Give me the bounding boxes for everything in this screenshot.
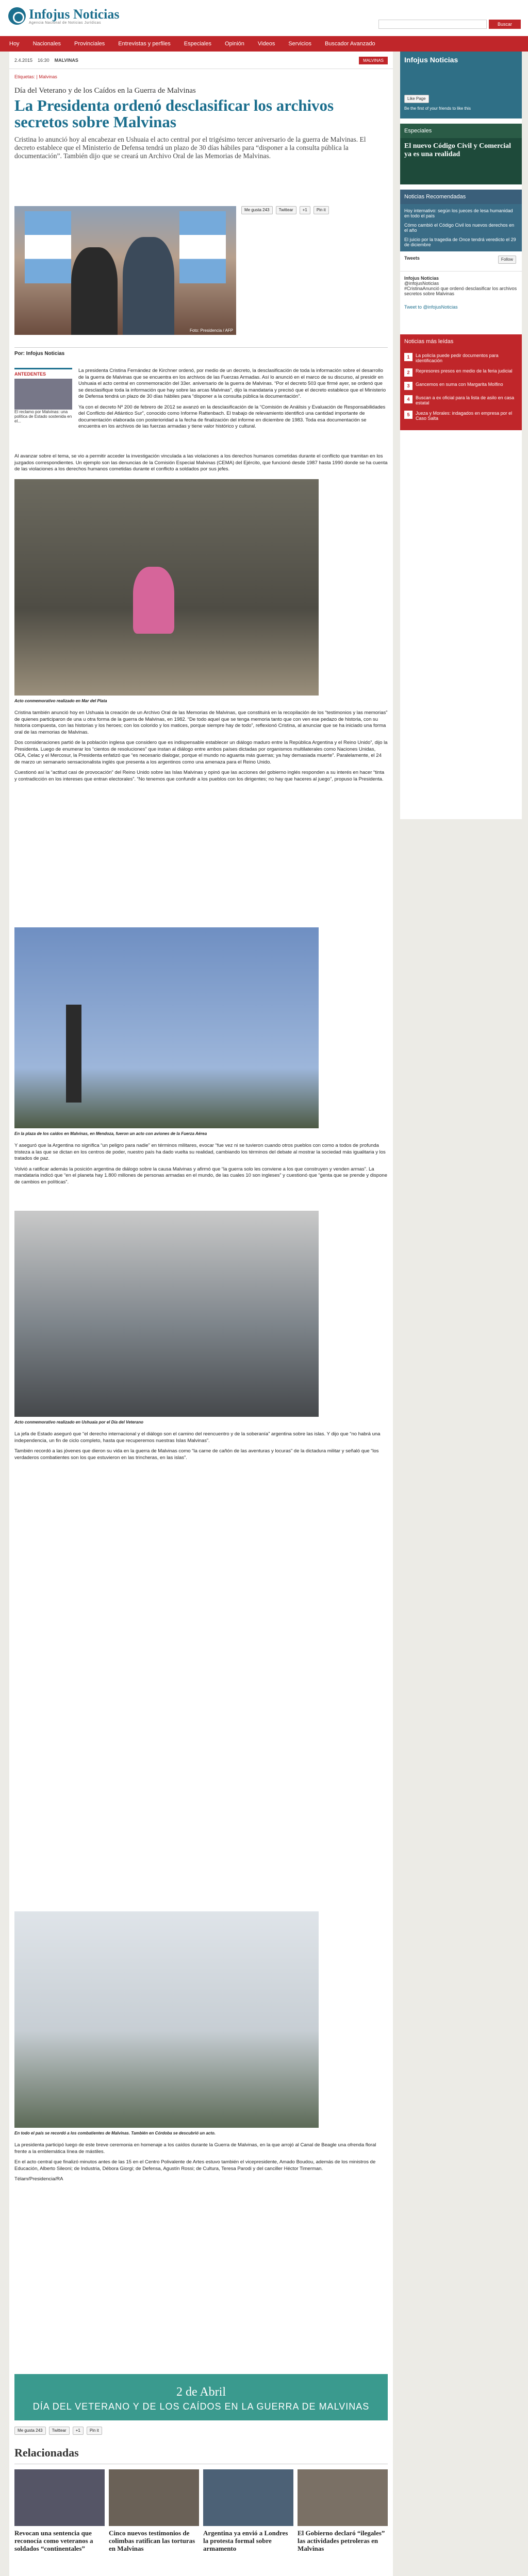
- caption: Acto conmemorativo realizado en Ushuaia por el Día del Veterano: [14, 1420, 143, 1425]
- fb-widget-title[interactable]: Infojus Noticias: [404, 56, 458, 64]
- photo-credit: Foto: Presidencia / AFP: [189, 328, 233, 333]
- photo-mendoza-planes: [14, 927, 319, 1128]
- recommended-item[interactable]: El juicio por la tragedia de Once tendrá veredicto el 29 de diciembre: [404, 237, 516, 247]
- search-button[interactable]: Buscar: [489, 20, 521, 29]
- related-title[interactable]: Argentina ya envió a Londres la protesta formal sobre armamento: [203, 2529, 288, 2552]
- nav-item-servicios[interactable]: Servicios: [288, 41, 311, 47]
- nav-item-opinion[interactable]: Opinión: [224, 41, 244, 47]
- person-figure: [71, 247, 118, 335]
- photo-mar-del-plata: [14, 479, 319, 696]
- rank-number: 3: [404, 382, 412, 390]
- most-read-item[interactable]: [404, 368, 518, 377]
- article-body-intro: [78, 368, 388, 434]
- caption: Acto conmemorativo realizado en Mar del Plata: [14, 699, 107, 703]
- article-body: [14, 710, 388, 787]
- photo-ushuaia: [14, 1211, 319, 1417]
- related-thumb: [14, 2469, 105, 2526]
- article-lead: Cristina lo anunció hoy al encabezar en Ushuaia el acto central por el trigésimo tercer aniversario de la guerra de Malvinas. El decreto establece que el Ministerio de Defensa tendrá un plazo de 30 días hábiles para “disponer a la consulta pública la documentación”. También dijo que se creará un Archivo Oral de las Memorias de Malvinas.: [14, 135, 366, 160]
- nav-item-hoy[interactable]: Hoy: [9, 41, 20, 47]
- fb-widget-subtext: Be the first of your friends to like this: [404, 106, 471, 111]
- twitter-follow-button[interactable]: Follow: [498, 256, 516, 264]
- related-thumb: [109, 2469, 199, 2526]
- article-kicker: Día del Veterano y de los Caídos en la Guerra de Malvinas: [14, 87, 196, 95]
- tweets-header: [400, 251, 522, 272]
- related-card[interactable]: [109, 2469, 199, 2552]
- nav-item-videos[interactable]: Videos: [257, 41, 275, 47]
- twitter-button[interactable]: Twittear: [276, 206, 296, 214]
- paragraph: Dos consideraciones partió de la población inglesa que considero que es indispensable establecer un diálogo maduro entre la República Argentina y el Reino Unido”, dijo la Presidenta. Luego de enumerar los “cientos de resoluciones” que instan al diálogo entre ambos países dictadas por organismos multilaterales como Naciones Unidas, OEA, Celac y el Mercosur, la Presidenta enfatizó que “es necesario dialogar, porque el mundo no aguanta más guerras; ya hay demasiada muerte”. Paralelamente, el 24 de marzo un semanario sensacionalista inglés que presenta a los argentinos como una amenaza para el Reino Unido.: [14, 740, 388, 765]
- tweet: [400, 272, 522, 300]
- tweet-user[interactable]: Infojus Noticias: [404, 276, 439, 281]
- most-read-item[interactable]: [404, 382, 518, 390]
- paragraph: Cuestionó así la “actitud casi de provocación” del Reino Unido sobre las Islas Malvinas y opinó que las acciones del gobierno inglés responden a su interés en hacer “tinta y contradicción en los intereses que entran electorales”. “No tenemos que confundir a los pueblos con los dirigentes; no hay que haceres al juego”, propuso la Presidenta.: [14, 770, 385, 782]
- person-figure: [123, 237, 174, 335]
- breadcrumb[interactable]: Etiquetas: | Malvinas: [14, 74, 57, 79]
- related-card[interactable]: [14, 2469, 105, 2552]
- especiales-header: Especiales: [400, 124, 522, 138]
- girl-figure: [133, 567, 174, 634]
- tweet-to-link[interactable]: Tweet to @infojusNoticias: [404, 304, 458, 310]
- twitter-button[interactable]: Twittear: [49, 2427, 70, 2435]
- most-read-item[interactable]: [404, 395, 518, 405]
- fb-like-page-button[interactable]: Like Page: [404, 95, 429, 103]
- tweets-title: Tweets: [404, 256, 420, 261]
- most-read-item[interactable]: [404, 353, 518, 363]
- related-title[interactable]: Revocan una sentencia que reconocía como veteranos a soldados “continentales”: [14, 2529, 93, 2552]
- paragraph: También recordó a las jóvenes que dieron su vida en la guerra de Malvinas como “la carne de cañón de las aventuras y locuras” de la dictadura militar y señaló que “los verdaderos combatientes son los que estuvieron en las trincheras, en las islas”.: [14, 1448, 379, 1461]
- gplus-button[interactable]: +1: [73, 2427, 84, 2435]
- fb-like-count: 243: [262, 208, 270, 212]
- logo-subtitle: Agencia Nacional de Noticias Jurídicas: [29, 21, 102, 25]
- article-column: [9, 52, 393, 2576]
- pinterest-button[interactable]: Pin it: [314, 206, 329, 214]
- tweet-handle[interactable]: @infojusNoticias: [404, 281, 439, 286]
- related-thumb: [203, 2469, 293, 2526]
- photo-doves: [14, 1911, 319, 2128]
- paragraph: La presidenta Cristina Fernández de Kirchner ordenó, por medio de un decreto, la desclasificación de toda la información sobre el desarrollo de la guerra de Malvinas que se encuentra en los archivos de las Fuerzas Armadas. Así lo anunció en el marco de su discurso, al presidir en Ushuaia el acto central en conmemoración del 33er. aniversario de la guerra de Malvinas. “Por el decreto 503 que firmé ayer, se ordenó que se desclasifique toda la información que hay sobre las arcas Malvinas”, dijo la mandataria y precisó que el decreto establece que el Ministerio de Defensa tendrá un plazo de 30 días hábiles para “disponer a la consulta pública la documentación”.: [78, 368, 386, 399]
- top-header: [0, 0, 528, 36]
- related-thumb: [14, 379, 72, 410]
- related-box[interactable]: [14, 368, 72, 423]
- related-section: [14, 2442, 388, 2552]
- banner-text: DÍA DEL VETERANO Y DE LOS CAÍDOS EN LA GUERRA DE MALVINAS: [32, 2401, 370, 2412]
- nav-item-especiales[interactable]: Especiales: [184, 41, 211, 47]
- recommended-item[interactable]: Cómo cambió el Código Civil los nuevos derechos en el año: [404, 223, 515, 233]
- share-bar-bottom: [14, 2427, 104, 2438]
- most-read-title[interactable]: Gancemos en suma con Margarita Molfino: [416, 382, 503, 387]
- most-read-title[interactable]: Buscan a ex oficial para la lista de asilo en casa estatal: [416, 395, 515, 405]
- hero-photo: [14, 206, 236, 335]
- nav-item-provinciales[interactable]: Provinciales: [74, 41, 105, 47]
- caption: En la plaza de los caídos en Malvinas, en Mendoza, fueron un acto con aviones de la Fuerza Aérea: [14, 1131, 207, 1136]
- recommended-header: Noticias Recomendadas: [400, 190, 522, 204]
- article-body: [14, 2142, 388, 2187]
- article-time: 16:30: [38, 57, 50, 63]
- paragraph: En el acto central que finalizó minutos antes de las 15 en el Centro Polivalente de Artes estuvo también el vicepresidente, Amado Boudou, además de los ministros de Educación, Alberto Sileoni; de Industria, Débora Giorgi; de Defensa, Agustín Rossi; de Cultura, Teresa Parodi y del canciller Héctor Timerman.: [14, 2159, 376, 2172]
- article-section[interactable]: MALVINAS: [54, 57, 78, 63]
- monument-figure: [66, 1005, 81, 1103]
- nav-item-entrevistas[interactable]: Entrevistas y perfiles: [118, 41, 171, 47]
- rank-number: 2: [404, 368, 412, 377]
- especiales-promo[interactable]: El nuevo Código Civil y Comercial ya es una realidad: [400, 138, 522, 184]
- search-input[interactable]: [378, 20, 487, 29]
- share-bar: [241, 206, 388, 217]
- facebook-like-button[interactable]: [14, 2427, 46, 2435]
- paragraph: Y aseguró que la Argentina no significa “un peligro para nadie” en términos militares, evocar “fue vez ni se tuvieron cuando otros pueblos con como a todos de profunda tristeza a las que se dictan en los centros de poder, nuestro país ha dado vuelta su realidad, cambiando los términos del debate al mostrar la sociedad más igualitaria y los tratados de paz.: [14, 1143, 386, 1161]
- paragraph: Ya con el decreto Nº 200 de febrero de 2012 se avanzó en la desclasificación de la “Comisión de Análisis y Evaluación de Responsabilidades del Conflicto del Atlántico Sur”, conocido como Informe Rattenbach. El trabajo de relevamiento identificó una cantidad importante de documentación elaborada con posterioridad a la fecha de finalización del informe en diciembre de 1983. Toda esa documentación se encuentra en los archivos de las fuerzas armadas y tiene valor histórico y cultural.: [78, 404, 386, 429]
- sidebar: [400, 52, 522, 819]
- most-read-title[interactable]: La policía puede pedir documentos para identificación: [416, 353, 499, 363]
- main-nav: [0, 36, 528, 52]
- banner-date: 2 de Abril: [176, 2385, 226, 2399]
- article-date: 2.4.2015: [14, 57, 33, 63]
- tweet-text: #CristinaAnunció que ordenó desclasificar los archivos secretos sobre Malvinas: [404, 286, 517, 296]
- fb-like-label: Me gusta: [244, 208, 261, 212]
- related-card[interactable]: [203, 2469, 293, 2552]
- gplus-button[interactable]: +1: [300, 206, 310, 214]
- related-card[interactable]: [298, 2469, 388, 2552]
- facebook-widget: [400, 52, 522, 118]
- nav-item-nacionales[interactable]: Nacionales: [32, 41, 61, 47]
- date-bar: [9, 52, 393, 69]
- related-title[interactable]: Cinco nuevos testimonios de colimbas ratifican las torturas en Malvinas: [109, 2529, 195, 2552]
- article-body: [14, 1143, 388, 1190]
- rank-number: 1: [404, 353, 412, 361]
- rank-number: 5: [404, 411, 412, 419]
- veteran-day-banner: [14, 2374, 388, 2420]
- article-source: Télam/Presidencia/RA: [14, 2176, 63, 2182]
- site-logo[interactable]: [8, 7, 120, 25]
- section-tag[interactable]: MALVINAS: [359, 57, 388, 64]
- most-read-title[interactable]: Jueza y Morales: indagados en empresa por el Caso Salta: [416, 411, 513, 421]
- logo-icon: [8, 7, 26, 25]
- most-read-header: Noticias más leídas: [400, 334, 522, 349]
- flag-left: [25, 211, 71, 283]
- caption: En todo el país se recordó a los combatientes de Malvinas. También en Córdoba se descubrió un acto.: [14, 2131, 216, 2136]
- facebook-like-button[interactable]: [241, 206, 273, 214]
- related-heading: Relacionadas: [14, 2442, 388, 2464]
- article-body: [14, 1431, 388, 1465]
- nav-item-buscador[interactable]: Buscador Avanzado: [324, 41, 375, 47]
- paragraph: Volvió a ratificar además la posición argentina de diálogo sobre la causa Malvinas y afirmó que “la guerra solo les conviene a los que construyen y venden armas”. La mandataria indicó que “en el planeta hay 1.800 millones de personas armadas en el mundo, de las cuales 10 son ingleses” y cuestionó que “genta que se prende y dispone de cambios en políticas”.: [14, 1166, 387, 1185]
- byline: Por: Infojus Noticias: [14, 347, 388, 357]
- related-box-title: ANTEDENTES: [14, 371, 46, 377]
- article-body: [14, 453, 388, 477]
- most-read-item[interactable]: [404, 411, 518, 421]
- recommended-item[interactable]: Hoy internativo: según los jueces de lesa humanidad en todo el país: [404, 208, 513, 218]
- recommended-list: [400, 204, 522, 251]
- paragraph: Cristina también anunció hoy en Ushuaia la creación de un Archivo Oral de las Memorias de Malvinas, que constituirá en la recopilación de los “testimonios y las memorias” de quienes participaron de una u otra forma de la guerra de Malvinas, en 1982. “De todo aquel que se tenga memoria tanto que con ven ese pedazo de historia, con su historia compuesta, con las historias y los heroes; con los colorido y los matices, porque siempre hay de todo”, reflexionó Cristina, al anunciar que se ha iniciado una forma oral de las memorias de Malvinas.: [14, 710, 388, 735]
- paragraph: La presidenta participó luego de este breve ceremonia en homenaje a los caídos durante la Guerra de Malvinas, en la que arrojó al Canal de Beagle una ofrenda floral frente a la emblemática línea de mástiles.: [14, 2142, 376, 2155]
- logo-title: Infojus Noticias: [29, 6, 120, 22]
- related-thumb: [298, 2469, 388, 2526]
- most-read-list: [400, 349, 522, 430]
- pinterest-button[interactable]: Pin it: [87, 2427, 102, 2435]
- paragraph: Al avanzar sobre el tema, se vio a permitir acceder la investigación vinculada a las violaciones a los derechos humanos cometidas durante el conflicto que tramitan en los juzgados correspondientes. Un ejemplo son las denuncias de la Comisión Especial Malvinas (CEMA) del Ejército, que funcionó desde 1987 hasta 1990 donde se ha cuenta de las violaciones a los derechos humanos cometidas durante el conflicto a soldados por sus jefes.: [14, 453, 388, 472]
- fb-like-count: 243: [36, 2428, 43, 2433]
- fb-like-label: Me gusta: [18, 2428, 35, 2433]
- related-box-text[interactable]: El reclamo por Malvinas: una política de Estado sostenida en el...: [14, 410, 72, 423]
- article-title: La Presidenta ordenó desclasificar los archivos secretos sobre Malvinas: [14, 96, 334, 131]
- paragraph: La jefa de Estado aseguró que “el derecho internacional y el diálogo son el camino del reencuentro y de la soberanía” argentina sobre las islas. Y dijo que “no habrá una independencia, un fin de ciclo completo, hasta que recuperemos nuestras Islas Malvinas”.: [14, 1431, 381, 1444]
- flag-right: [179, 211, 226, 283]
- rank-number: 4: [404, 395, 412, 403]
- most-read-title[interactable]: Represores presos en medio de la feria judicial: [416, 368, 513, 374]
- related-title[interactable]: El Gobierno declaró “ilegales” las actividades petroleras en Malvinas: [298, 2529, 385, 2552]
